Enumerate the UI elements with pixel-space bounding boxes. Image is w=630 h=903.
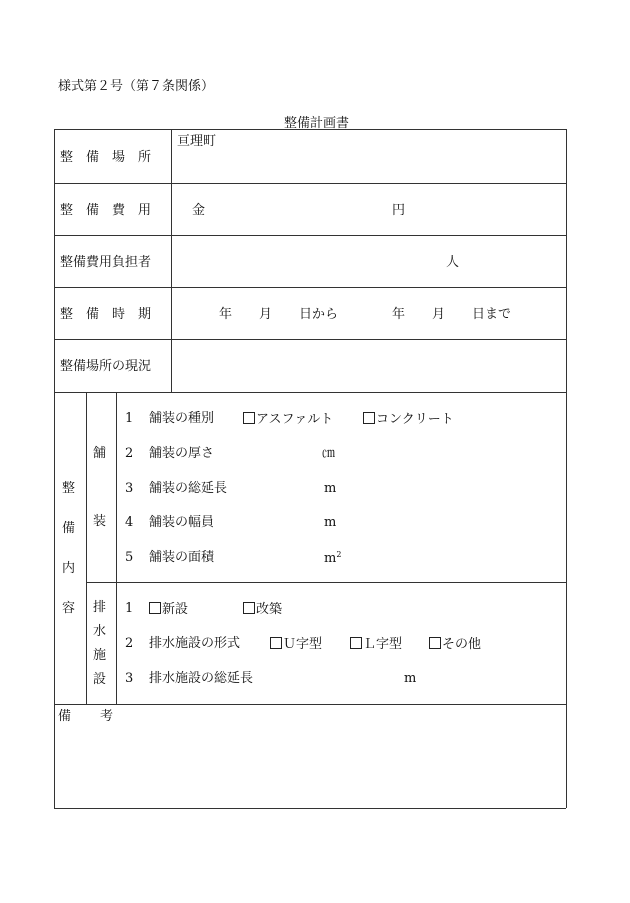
item-number: 3 (125, 671, 134, 686)
table-bottom-border (54, 808, 566, 809)
label-column-divider (171, 129, 172, 392)
concrete-option[interactable]: コンクリート (363, 412, 454, 426)
checkbox-icon[interactable] (243, 412, 255, 424)
remarks-field[interactable] (55, 728, 565, 806)
row-divider (54, 287, 566, 288)
u-shape-option[interactable]: Ｕ字型 (270, 637, 322, 651)
item-label: 排水施設の総延長 (149, 671, 254, 686)
period-start-day: 日から (299, 307, 339, 322)
content-column-divider (86, 392, 87, 704)
content-label-char: 備 (62, 521, 76, 536)
paving-label-char: 装 (93, 514, 107, 529)
content-label-char: 容 (62, 601, 76, 616)
checkbox-icon[interactable] (243, 602, 255, 614)
checkbox-icon[interactable] (429, 637, 441, 649)
item-number: 2 (125, 636, 134, 651)
period-start-month: 月 (259, 307, 273, 322)
drainage-label-char: 排 (93, 600, 107, 615)
period-end-day: 日まで (472, 307, 512, 322)
other-option[interactable]: その他 (429, 637, 481, 651)
cost-prefix: 金 (192, 203, 206, 218)
location-value[interactable]: 亘理町 (177, 134, 217, 149)
period-end-year: 年 (392, 307, 406, 322)
item-label: 舗装の厚さ (149, 446, 215, 461)
form-number: 様式第２号（第７条関係） (58, 79, 215, 94)
content-label-char: 整 (62, 481, 76, 496)
location-label: 整 備 場 所 (60, 150, 152, 165)
item-number: 4 (125, 515, 134, 530)
burden-unit: 人 (446, 255, 460, 270)
period-end-month: 月 (432, 307, 446, 322)
drainage-label-char: 水 (93, 624, 107, 639)
table-top-border (54, 129, 566, 130)
item-unit: m (324, 481, 337, 496)
item-number: 5 (125, 550, 134, 565)
item-unit: ㎝ (322, 446, 336, 461)
item-label: 舗装の総延長 (149, 481, 228, 496)
item-number: 1 (125, 601, 134, 616)
item-number: 2 (125, 446, 134, 461)
renovation-option[interactable]: 改築 (243, 602, 282, 616)
checkbox-icon[interactable] (350, 637, 362, 649)
item-number: 1 (125, 411, 134, 426)
drainage-label-char: 設 (93, 672, 107, 687)
content-label-char: 内 (62, 561, 76, 576)
document-title: 整備計画書 (284, 116, 350, 131)
period-start-year: 年 (219, 307, 233, 322)
item-number: 3 (125, 481, 134, 496)
checkbox-icon[interactable] (149, 602, 161, 614)
cost-unit: 円 (392, 203, 406, 218)
item-unit: $m^2$ (324, 550, 342, 566)
item-unit: m (324, 515, 337, 530)
item-label: 舗装の幅員 (149, 515, 215, 530)
row-divider (54, 235, 566, 236)
new-construction-option[interactable]: 新設 (149, 602, 188, 616)
remarks-label-1: 備 (58, 709, 72, 724)
row-divider (54, 339, 566, 340)
burden-label: 整備費用負担者 (60, 255, 152, 270)
item-label: 舗装の種別 (149, 411, 215, 426)
l-shape-option[interactable]: Ｌ字型 (350, 637, 402, 651)
asphalt-option[interactable]: アスファルト (243, 412, 333, 426)
remarks-label-2: 考 (100, 709, 114, 724)
subcategory-column-divider (116, 392, 117, 704)
row-divider (54, 704, 566, 705)
row-divider (54, 183, 566, 184)
subrow-divider (86, 582, 566, 583)
item-unit: m (404, 671, 417, 686)
row-divider (54, 392, 566, 393)
item-label: 排水施設の形式 (149, 636, 241, 651)
paving-label-char: 舗 (93, 446, 107, 461)
checkbox-icon[interactable] (270, 637, 282, 649)
cost-label: 整 備 費 用 (60, 203, 152, 218)
period-label: 整 備 時 期 (60, 307, 152, 322)
table-left-border (54, 129, 55, 808)
drainage-label-char: 施 (93, 648, 107, 663)
status-label: 整備場所の現況 (60, 359, 152, 374)
table-right-border (566, 129, 567, 808)
item-label: 舗装の面積 (149, 550, 215, 565)
checkbox-icon[interactable] (363, 412, 375, 424)
